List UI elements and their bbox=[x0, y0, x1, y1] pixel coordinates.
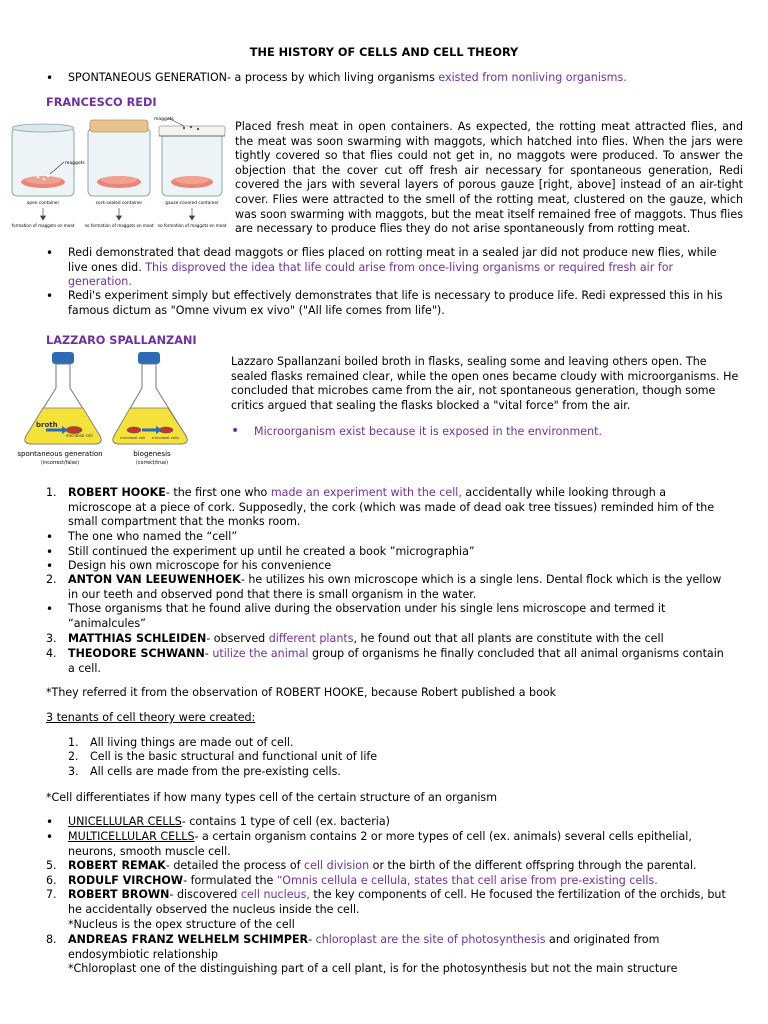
chloroplast-note: *Chloroplast one of the distinguishing part of a cell plant, is for the photosynthesis but not the main structure bbox=[68, 962, 678, 975]
highlight-text: existed from nonliving organisms. bbox=[438, 71, 627, 84]
tenant-1: All living things are made out of cell. bbox=[90, 736, 294, 749]
bullet-marker: • bbox=[46, 559, 54, 573]
scientist-name: MATTHIAS SCHLEIDEN bbox=[68, 632, 207, 645]
term: MULTICELLULAR CELLS bbox=[68, 830, 195, 843]
bullet-marker: • bbox=[231, 423, 240, 439]
highlight-text: utilize the animal bbox=[212, 647, 309, 660]
bullet-text: Redi demonstrated that dead maggots or flies placed on rotting meat in a sealed jar did not produce new flies, while live ones did. bbox=[68, 246, 717, 274]
maggots-label-top: maggots bbox=[154, 117, 174, 122]
hooke-bullet-1: The one who named the “cell” bbox=[68, 530, 238, 543]
redi-heading: FRANCESCO REDI bbox=[46, 96, 157, 109]
highlight-text: “Omnis cellula e cellula, states that cell arise from pre-existing cells. bbox=[276, 874, 658, 887]
schimper-item bbox=[68, 933, 728, 962]
bullet-marker: • bbox=[46, 530, 54, 544]
right-flask-illustration bbox=[113, 352, 187, 444]
item-text: - observed bbox=[206, 632, 269, 645]
item-text: - contains 1 type of cell (ex. bacteria) bbox=[181, 815, 390, 828]
highlight-text: made an experiment with the cell, bbox=[270, 486, 462, 499]
spallanzani-paragraph: Lazzaro Spallanzani boiled broth in flasks, sealing some and leaving others open. The sealed flasks remained clear, while the open ones became cloudy with microorganisms. He concluded that microbes came from the air, not spontaneous generation, though some critics argued that sealing the flasks blocked a "vital force" from the air. bbox=[231, 355, 739, 412]
bullet-marker: • bbox=[46, 289, 54, 303]
spallanzani-bullet: Microorganism exist because it is exposed in the environment. bbox=[254, 425, 603, 438]
term: SPONTANEOUS GENERATION bbox=[68, 71, 227, 84]
scientist-name: ANDREAS FRANZ WELHELM SCHIMPER bbox=[68, 933, 309, 946]
redi-bullet-2: Redi's experiment simply but effectively demonstrates that life is necessary to produce life. Redi expressed this in his famous dictum as "Omne vivum ex vivo" ("All life comes from life"). bbox=[68, 289, 723, 317]
multicellular-item bbox=[68, 830, 728, 859]
left-flask-caption: spontaneous generation bbox=[17, 450, 103, 458]
scientist-name: ROBERT HOOKE bbox=[68, 486, 166, 499]
jar-result-2: no formation of maggots on meat bbox=[84, 223, 154, 228]
item-text: , he found out that all plants are constitute with the cell bbox=[353, 632, 664, 645]
bullet-marker: • bbox=[46, 602, 54, 616]
list-number: 1. bbox=[46, 486, 57, 499]
item-text: - bbox=[308, 933, 316, 946]
definition-text: - a process by which living organisms bbox=[226, 71, 439, 84]
note-hooke-reference: *They referred it from the observation of ROBERT HOOKE, because Robert published a book bbox=[46, 686, 557, 699]
bullet-marker: • bbox=[46, 815, 54, 829]
item-text: - he utilizes his own microscope which is a single lens. Dental flock which is the yellow in our teeth and observed pond that there is small organism in the water. bbox=[68, 573, 722, 601]
scientist-name: ANTON VAN LEEUWENHOEK bbox=[68, 573, 241, 586]
list-number: 3. bbox=[68, 765, 79, 778]
list-number: 6. bbox=[46, 874, 57, 887]
item-text: or the birth of the different offspring through the parental. bbox=[369, 859, 697, 872]
item-text: - discovered bbox=[169, 888, 241, 901]
tenant-2: Cell is the basic structural and functional unit of life bbox=[90, 750, 378, 763]
microbial-cell-label: microbial cell bbox=[66, 433, 93, 438]
scientist-name: RODULF VIRCHOW bbox=[68, 874, 184, 887]
hooke-bullet-3: Design his own microscope for his convenience bbox=[68, 559, 332, 572]
broth-label: broth bbox=[36, 421, 58, 429]
item-text: - formulated the bbox=[183, 874, 277, 887]
list-number: 2. bbox=[46, 573, 57, 586]
spallanzani-flasks-figure bbox=[10, 350, 215, 470]
list-number: 1. bbox=[68, 736, 79, 749]
item-text: and originated from endosymbiotic relationship bbox=[68, 933, 660, 961]
unicellular-item bbox=[68, 815, 728, 830]
bullet-marker: • bbox=[46, 246, 54, 260]
item-text: - bbox=[204, 647, 213, 660]
cork-jar-illustration bbox=[88, 120, 150, 196]
item-text: - a certain organism contains 2 or more types of cell (ex. animals) several cells epithelial, neurons, smooth muscle cell. bbox=[68, 830, 692, 858]
term: UNICELLULAR CELLS bbox=[68, 815, 182, 828]
hooke-item bbox=[68, 486, 728, 530]
microbial-cells-label: microbial cells bbox=[152, 435, 180, 440]
scientist-name: THEODORE SCHWANN bbox=[68, 647, 205, 660]
virchow-item bbox=[68, 874, 728, 889]
scientist-name: ROBERT REMAK bbox=[68, 859, 166, 872]
highlight-text: cell nucleus, bbox=[240, 888, 310, 901]
spontaneous-generation-definition bbox=[68, 71, 728, 86]
redi-jars-figure bbox=[8, 114, 230, 236]
redi-paragraph: Placed fresh meat in open containers. As expected, the rotting meat attracted flies, and the meat was soon swarming with maggots, which hatched into flies. When the jars were tightly covered so that flies could not get in, no maggots were produced. To answer the objection that the cover cut off fresh air necessary for spontaneous generation, Redi covered the jars with several layers of porous gauze [right, above] instead of an air-tight cover. Flies were attracted to the smell of the rotting meat, clustered on the gauze, which was soon swarming with maggots, but the meat itself remained free of maggots. Thus flies are necessary to produce flies they do not arise spontaneously from rotting meat. bbox=[235, 120, 743, 236]
bullet-marker: • bbox=[46, 545, 54, 559]
hooke-bullet-2: Still continued the experiment up until he created a book ”micrographia” bbox=[68, 545, 475, 558]
highlight-text: This disproved the idea that life could arise from once-living organisms or required fresh air for generation. bbox=[68, 260, 674, 289]
schleiden-item bbox=[68, 632, 728, 647]
jar-result-1: formation of maggots on meat bbox=[11, 223, 75, 228]
down-arrows bbox=[41, 208, 195, 220]
jar-caption-3: gauze-covered container bbox=[165, 201, 219, 206]
item-text: the key components of cell. He focused the fertilization of the orchids, but he accidentally observed the nucleus inside the cell. bbox=[68, 888, 726, 916]
remak-item bbox=[68, 859, 728, 874]
highlight-text: chloroplast are the site of photosynthesis bbox=[315, 933, 546, 946]
list-number: 8. bbox=[46, 933, 57, 946]
list-number: 5. bbox=[46, 859, 57, 872]
open-jar-illustration bbox=[12, 124, 74, 196]
item-text: - the first one who bbox=[165, 486, 271, 499]
tenant-3: All cells are made from the pre-existing cells. bbox=[90, 765, 341, 778]
jar-caption-2: cork-sealed container bbox=[95, 201, 143, 206]
highlight-text: different plants bbox=[268, 632, 354, 645]
tenants-heading: 3 tenants of cell theory were created: bbox=[46, 711, 256, 724]
item-text: - detailed the process of bbox=[165, 859, 305, 872]
bullet-marker: • bbox=[46, 71, 54, 85]
highlight-text: cell division bbox=[304, 859, 370, 872]
list-number: 4. bbox=[46, 647, 57, 660]
brown-item bbox=[68, 888, 728, 917]
jar-result-3: no formation of maggots on meat bbox=[157, 223, 227, 228]
list-number: 7. bbox=[46, 888, 57, 901]
list-number: 2. bbox=[68, 750, 79, 763]
item-text: group of organisms he finally concluded that all animal organisms contain a cell. bbox=[68, 647, 724, 675]
right-flask-caption: biogenesis bbox=[133, 450, 171, 458]
left-flask-illustration bbox=[25, 352, 101, 444]
redi-bullet-1 bbox=[68, 246, 728, 290]
nucleus-note: *Nucleus is the opex structure of the cell bbox=[68, 918, 295, 931]
microbial-cell-label-2: microbial cell bbox=[120, 435, 146, 440]
scientist-name: ROBERT BROWN bbox=[68, 888, 170, 901]
bullet-marker: • bbox=[46, 830, 54, 844]
jar-caption-1: open container bbox=[26, 201, 60, 206]
leeuwenhoek-bullet: Those organisms that he found alive during the observation under his single lens microscope and termed it “animalcules” bbox=[68, 602, 666, 630]
page-title: THE HISTORY OF CELLS AND CELL THEORY bbox=[249, 46, 519, 59]
spallanzani-heading: LAZZARO SPALLANZANI bbox=[46, 334, 197, 347]
maggots-label-side: maggots bbox=[65, 161, 85, 166]
left-flask-subcaption: (incorrect/false) bbox=[41, 461, 79, 466]
schwann-item bbox=[68, 647, 728, 676]
gauze-jar-illustration bbox=[159, 118, 225, 196]
note-cell-differentiation: *Cell differentiates if how many types cell of the certain structure of an organism bbox=[46, 791, 498, 804]
item-text: accidentally while looking through a microscope at a piece of cork. Supposedly, the cork (which was made of dead oak tree tissues) reminded him of the small compartment that the monks room. bbox=[68, 486, 715, 529]
right-flask-subcaption: (correct/true) bbox=[136, 461, 168, 466]
leeuwenhoek-item bbox=[68, 573, 728, 602]
list-number: 3. bbox=[46, 632, 57, 645]
